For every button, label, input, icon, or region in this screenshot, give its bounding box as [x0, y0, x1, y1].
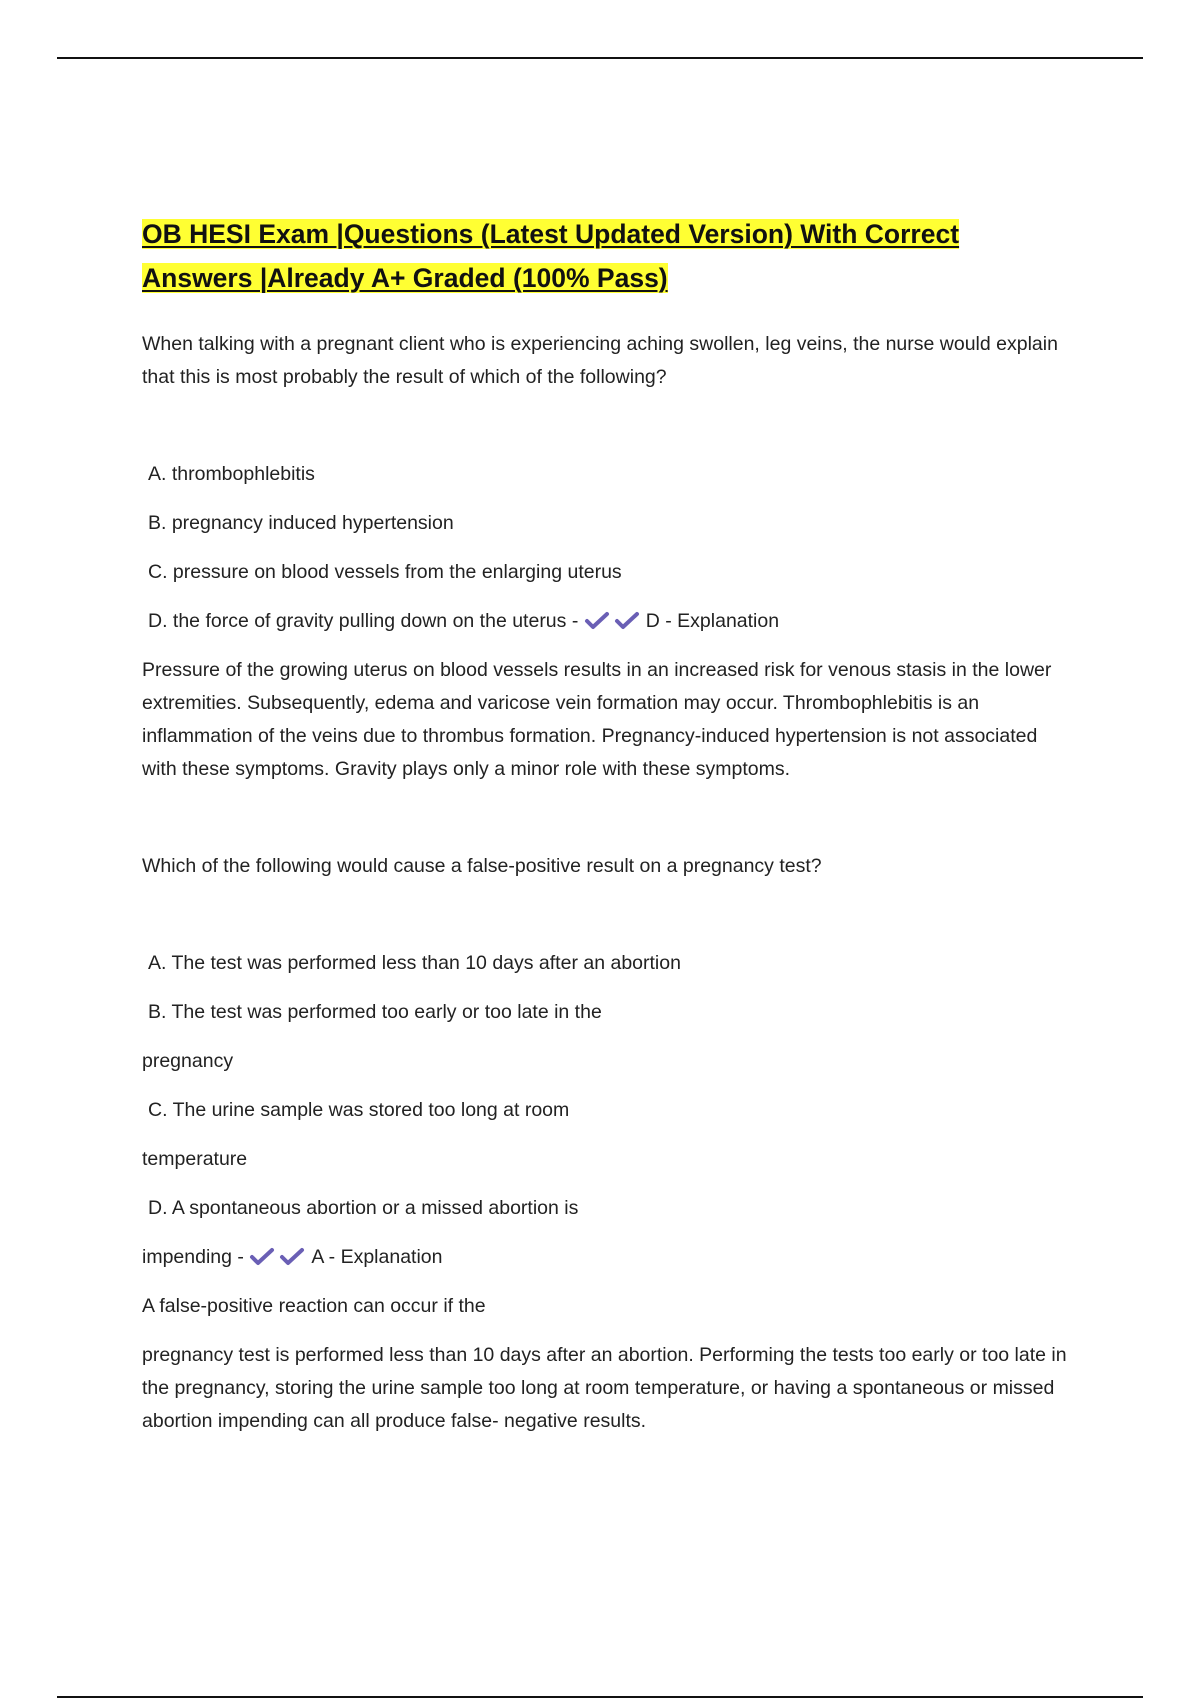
question-1-option-c: C. pressure on blood vessels from the enlarging uterus: [148, 561, 622, 583]
footer-rule: [57, 1696, 1143, 1698]
question-2-option-c: C. The urine sample was stored too long at room: [148, 1099, 570, 1121]
check-icon: [279, 1246, 305, 1266]
question-1-option-d: [142, 605, 1072, 638]
document-body: [142, 212, 1072, 1454]
header-rule: [57, 57, 1143, 59]
question-2-option-a: A. The test was performed less than 10 days after an abortion: [148, 952, 681, 974]
question-2-option-d-continued: [142, 1241, 1072, 1274]
document-title: [142, 212, 1072, 300]
question-1-answer: D - Explanation: [645, 610, 780, 632]
check-icon: [584, 610, 610, 630]
question-2-answer: A - Explanation: [311, 1246, 443, 1268]
question-2-explanation: pregnancy test is performed less than 10 days after an abortion. Performing the tests too early or too late in the pregnancy, storing the urine sample too long at room temperature, or having a spontaneous or missed abortion impending can all produce false- negative results.: [142, 1344, 1067, 1432]
question-1-explanation: Pressure of the growing uterus on blood vessels results in an increased risk for venous stasis in the lower extremities. Subsequently, edema and varicose vein formation may occur. Thrombophlebitis is an inflammation of the veins due to thrombus formation. Pregnancy-induced hypertension is not associated with these symptoms. Gravity plays only a minor role with these symptoms.: [142, 659, 1052, 780]
title-line-1: OB HESI Exam |Questions (Latest Updated Version) With Correct: [142, 219, 960, 249]
question-2-option-c-continued: temperature: [142, 1148, 248, 1170]
question-2-text: Which of the following would cause a false-positive result on a pregnancy test?: [142, 855, 822, 877]
question-2-explanation-start: A false-positive reaction can occur if the: [142, 1295, 486, 1317]
check-icon: [614, 610, 640, 630]
question-1-option-d-text: D. the force of gravity pulling down on the uterus -: [148, 610, 579, 632]
title-line-2: Answers |Already A+ Graded (100% Pass): [142, 263, 668, 293]
question-2-option-b-continued: pregnancy: [142, 1050, 234, 1072]
question-2-option-b: B. The test was performed too early or too late in the: [148, 1001, 602, 1023]
question-1-text: When talking with a pregnant client who is experiencing aching swollen, leg veins, the nurse would explain that this is most probably the result of which of the following?: [142, 333, 1058, 388]
question-1-option-b: B. pregnancy induced hypertension: [148, 512, 454, 534]
check-icon: [249, 1246, 275, 1266]
question-2-option-d: D. A spontaneous abortion or a missed abortion is: [148, 1197, 579, 1219]
question-1-option-a: A. thrombophlebitis: [148, 463, 315, 485]
question-2-option-d-text: impending -: [142, 1246, 244, 1268]
